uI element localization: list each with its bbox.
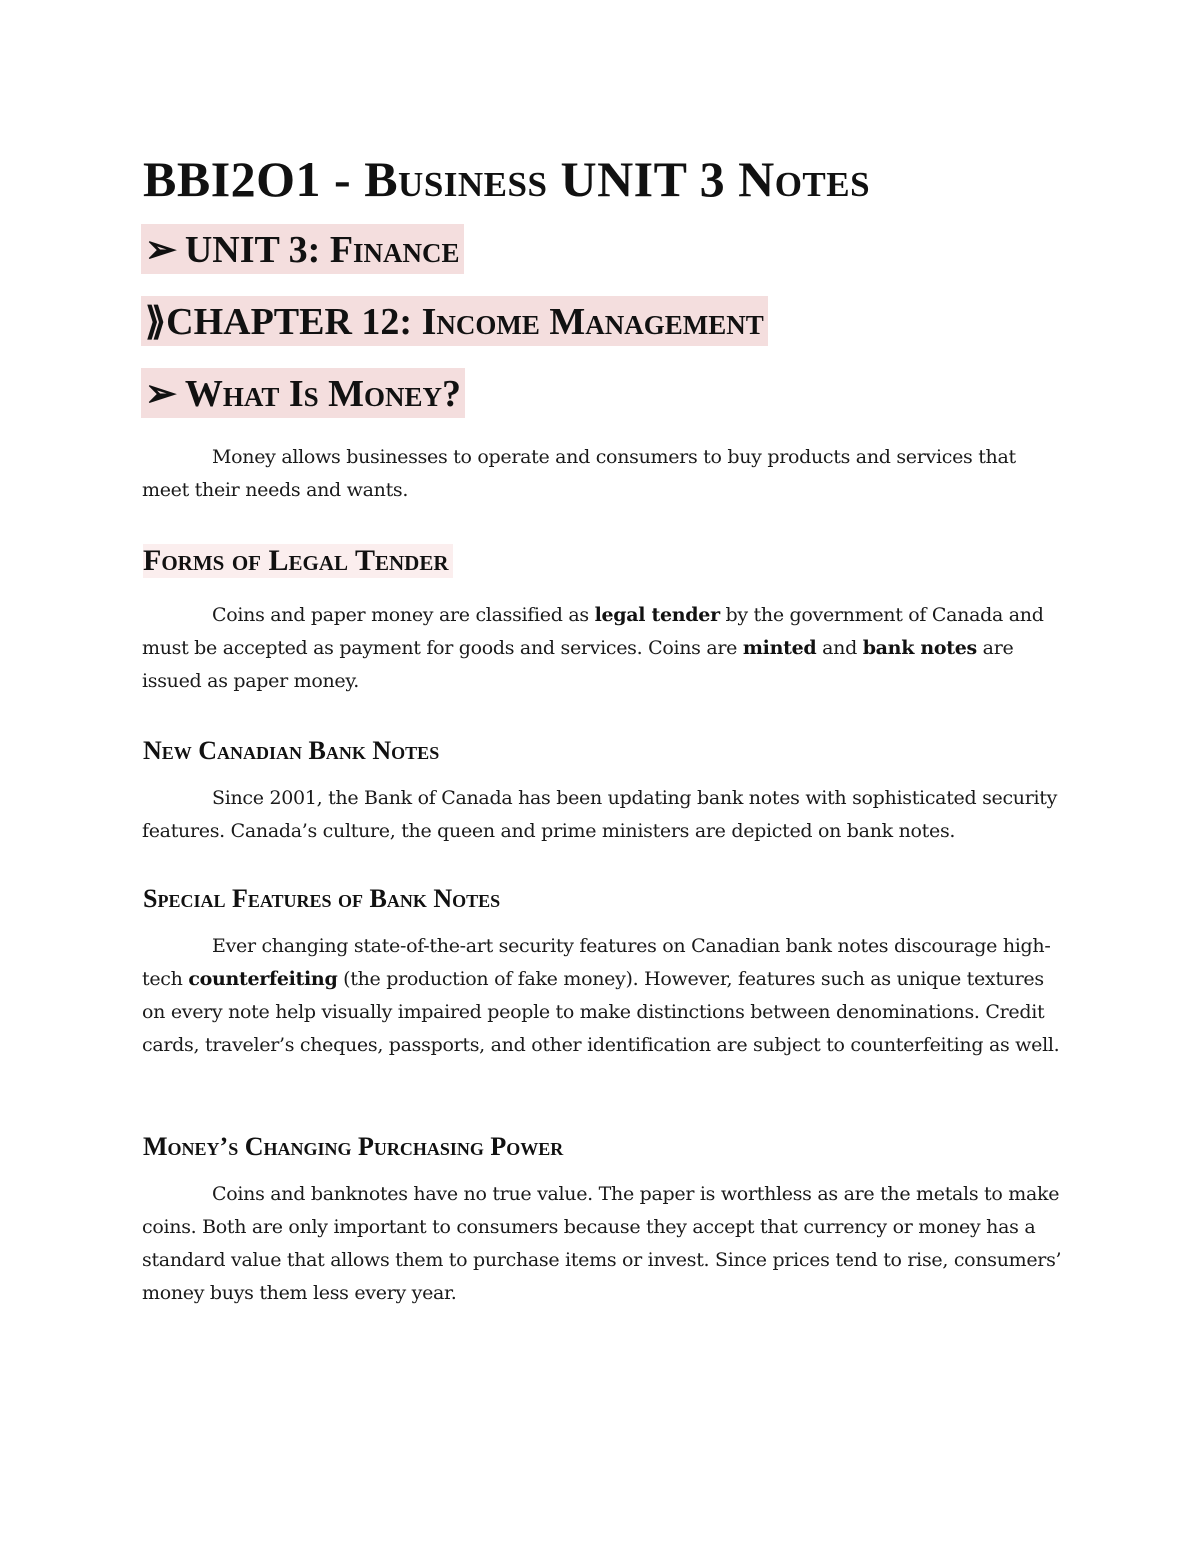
purchasing-power-paragraph: Coins and banknotes have no true value. The paper is worthless as are the metals to make coins. Both are only important to consumers because they accept that currency or money has a standard value that allows them to purchase items or invest. Since prices tend to rise, consumers’ money buys them less every year. <box>142 1183 1062 1304</box>
term-legal-tender: legal tender <box>594 604 720 626</box>
arrow-bullet-icon: ➢ <box>145 373 177 415</box>
what-is-money-heading <box>141 368 465 418</box>
term-minted: minted <box>742 637 817 659</box>
forms-text-1: Coins and paper money are classified as <box>212 604 595 626</box>
unit-heading-text: UNIT 3: Finance <box>184 229 460 271</box>
forms-paragraph <box>142 599 1062 698</box>
forms-text-2: by the government of Canada and must be accepted as payment for goods and services. Coins are <box>142 604 1044 659</box>
term-counterfeiting: counterfeiting <box>188 968 338 990</box>
what-is-money-heading-text: What Is Money? <box>184 373 462 415</box>
chapter-heading <box>141 296 768 346</box>
forms-text-4: are issued as paper money. <box>142 637 1014 692</box>
special-text-2: (the production of fake money). However, features such as unique textures on every note help visually impaired people to make distinctions between denominations. Credit cards, traveler’s cheques, passports, and other identification are subject to counterfeiting as well. <box>142 968 1060 1056</box>
term-bank-notes: bank notes <box>862 637 977 659</box>
special-features-paragraph <box>142 930 1062 1062</box>
arrow-bullet-icon: ➢ <box>145 229 177 271</box>
double-chevron-bullet-icon: ⟫ <box>145 301 167 343</box>
special-features-heading: Special Features of Bank Notes <box>143 884 501 913</box>
money-paragraph: Money allows businesses to operate and consumers to buy products and services that meet their needs and wants. <box>142 446 1016 501</box>
unit-heading <box>141 224 464 274</box>
forms-text-3: and <box>816 637 863 659</box>
new-notes-paragraph: Since 2001, the Bank of Canada has been updating bank notes with sophisticated security features. Canada’s culture, the queen and prime ministers are depicted on bank notes. <box>142 787 1058 842</box>
purchasing-power-heading: Money’s Changing Purchasing Power <box>143 1132 564 1161</box>
special-text-1: Ever changing state-of-the-art security features on Canadian bank notes discourage high-tech <box>142 935 1051 990</box>
new-canadian-bank-notes-heading: New Canadian Bank Notes <box>143 736 440 765</box>
chapter-heading-text: CHAPTER 12: Income Management <box>166 301 764 343</box>
forms-of-legal-tender-heading: Forms of Legal Tender <box>143 544 453 578</box>
document-title: BBI2O1 - Business UNIT 3 Notes <box>143 151 871 207</box>
